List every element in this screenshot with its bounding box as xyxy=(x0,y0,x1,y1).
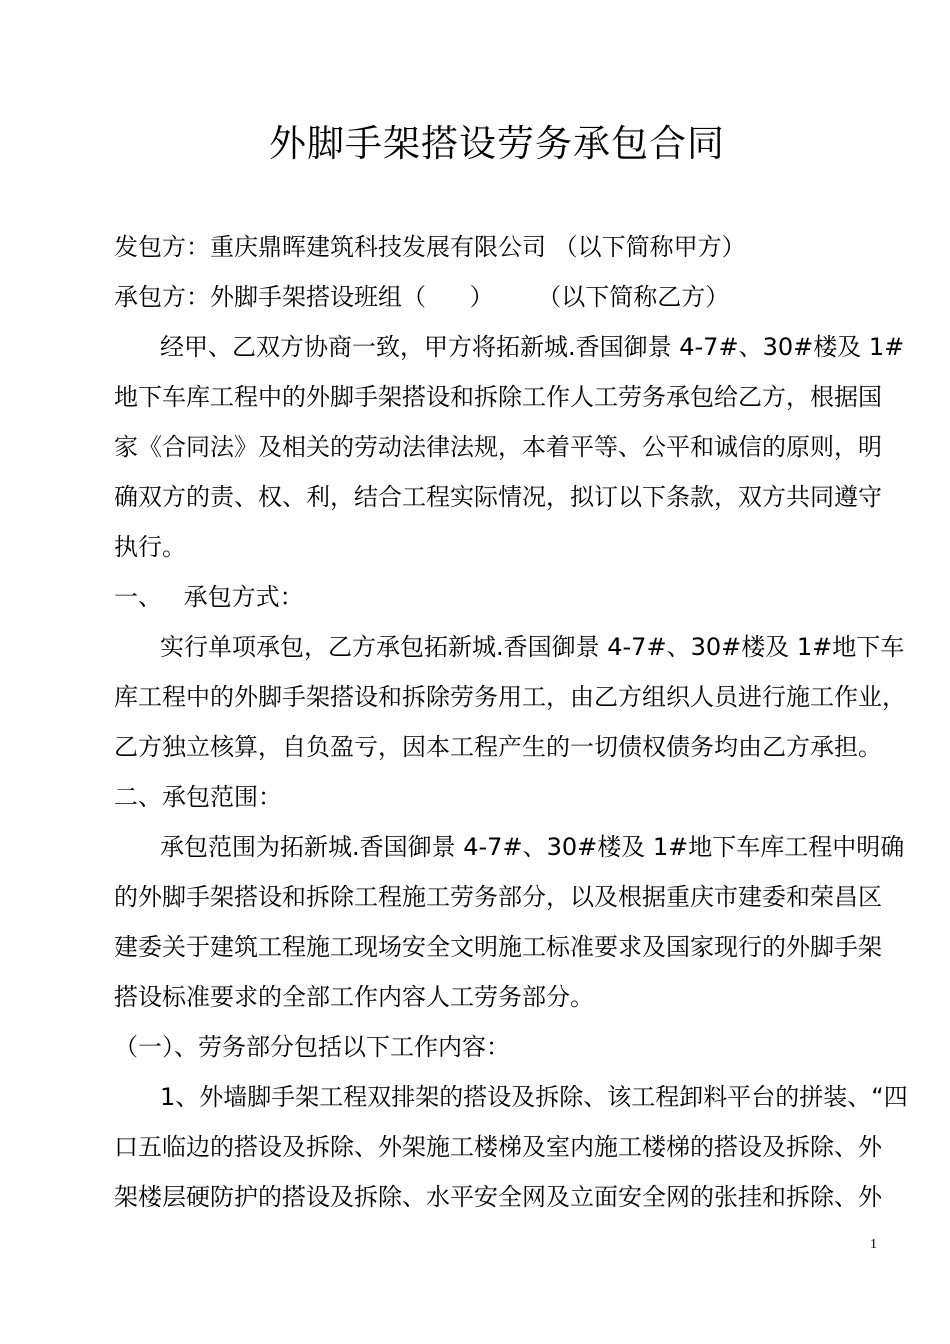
party-b-line: 承包方：外脚手架搭设班组（ ） （以下简称乙方） xyxy=(114,283,730,311)
paragraph-line: 建委关于建筑工程施工现场安全文明施工标准要求及国家现行的外脚手架 xyxy=(114,933,882,961)
paragraph-line: 经甲、乙双方协商一致，甲方将拓新城.香国御景 4-7#、30#楼及 1# xyxy=(160,333,905,361)
paragraph-line: 执行。 xyxy=(114,533,186,561)
paragraph-line: 实行单项承包，乙方承包拓新城.香国御景 4-7#、30#楼及 1#地下车 xyxy=(160,633,905,661)
party-a-line: 发包方：重庆鼎晖建筑科技发展有限公司 （以下简称甲方） xyxy=(114,233,746,261)
paragraph-line: 乙方独立核算，自负盈亏，因本工程产生的一切债权债务均由乙方承担。 xyxy=(114,733,882,761)
paragraph-line: 库工程中的外脚手架搭设和拆除劳务用工，由乙方组织人员进行施工作业， xyxy=(114,683,906,711)
paragraph-line: 承包范围为拓新城.香国御景 4-7#、30#楼及 1#地下车库工程中明确 xyxy=(160,833,905,861)
subsection-heading: （一）、劳务部分包括以下工作内容： xyxy=(114,1033,510,1061)
paragraph-line: 确双方的责、权、利，结合工程实际情况，拟订以下条款，双方共同遵守 xyxy=(114,483,882,511)
page-number: 1 xyxy=(870,1237,877,1252)
section-heading: 一、 承包方式： xyxy=(114,583,304,611)
document-title: 外脚手架搭设劳务承包合同 xyxy=(269,122,725,165)
paragraph-line: 搭设标准要求的全部工作内容人工劳务部分。 xyxy=(114,983,594,1011)
paragraph-line: 口五临边的搭设及拆除、外架施工楼梯及室内施工楼梯的搭设及拆除、外 xyxy=(114,1133,882,1161)
paragraph-line: 家《合同法》及相关的劳动法律法规，本着平等、公平和诚信的原则，明 xyxy=(114,433,882,461)
paragraph-line: 地下车库工程中的外脚手架搭设和拆除工作人工劳务承包给乙方，根据国 xyxy=(114,383,882,411)
section-heading: 二、承包范围： xyxy=(114,783,282,811)
paragraph-line: 的外脚手架搭设和拆除工程施工劳务部分，以及根据重庆市建委和荣昌区 xyxy=(114,883,882,911)
paragraph-line: 1、外墙脚手架工程双排架的搭设及拆除、该工程卸料平台的拼装、“四 xyxy=(160,1083,908,1111)
paragraph-line: 架楼层硬防护的搭设及拆除、水平安全网及立面安全网的张挂和拆除、外 xyxy=(114,1183,882,1211)
